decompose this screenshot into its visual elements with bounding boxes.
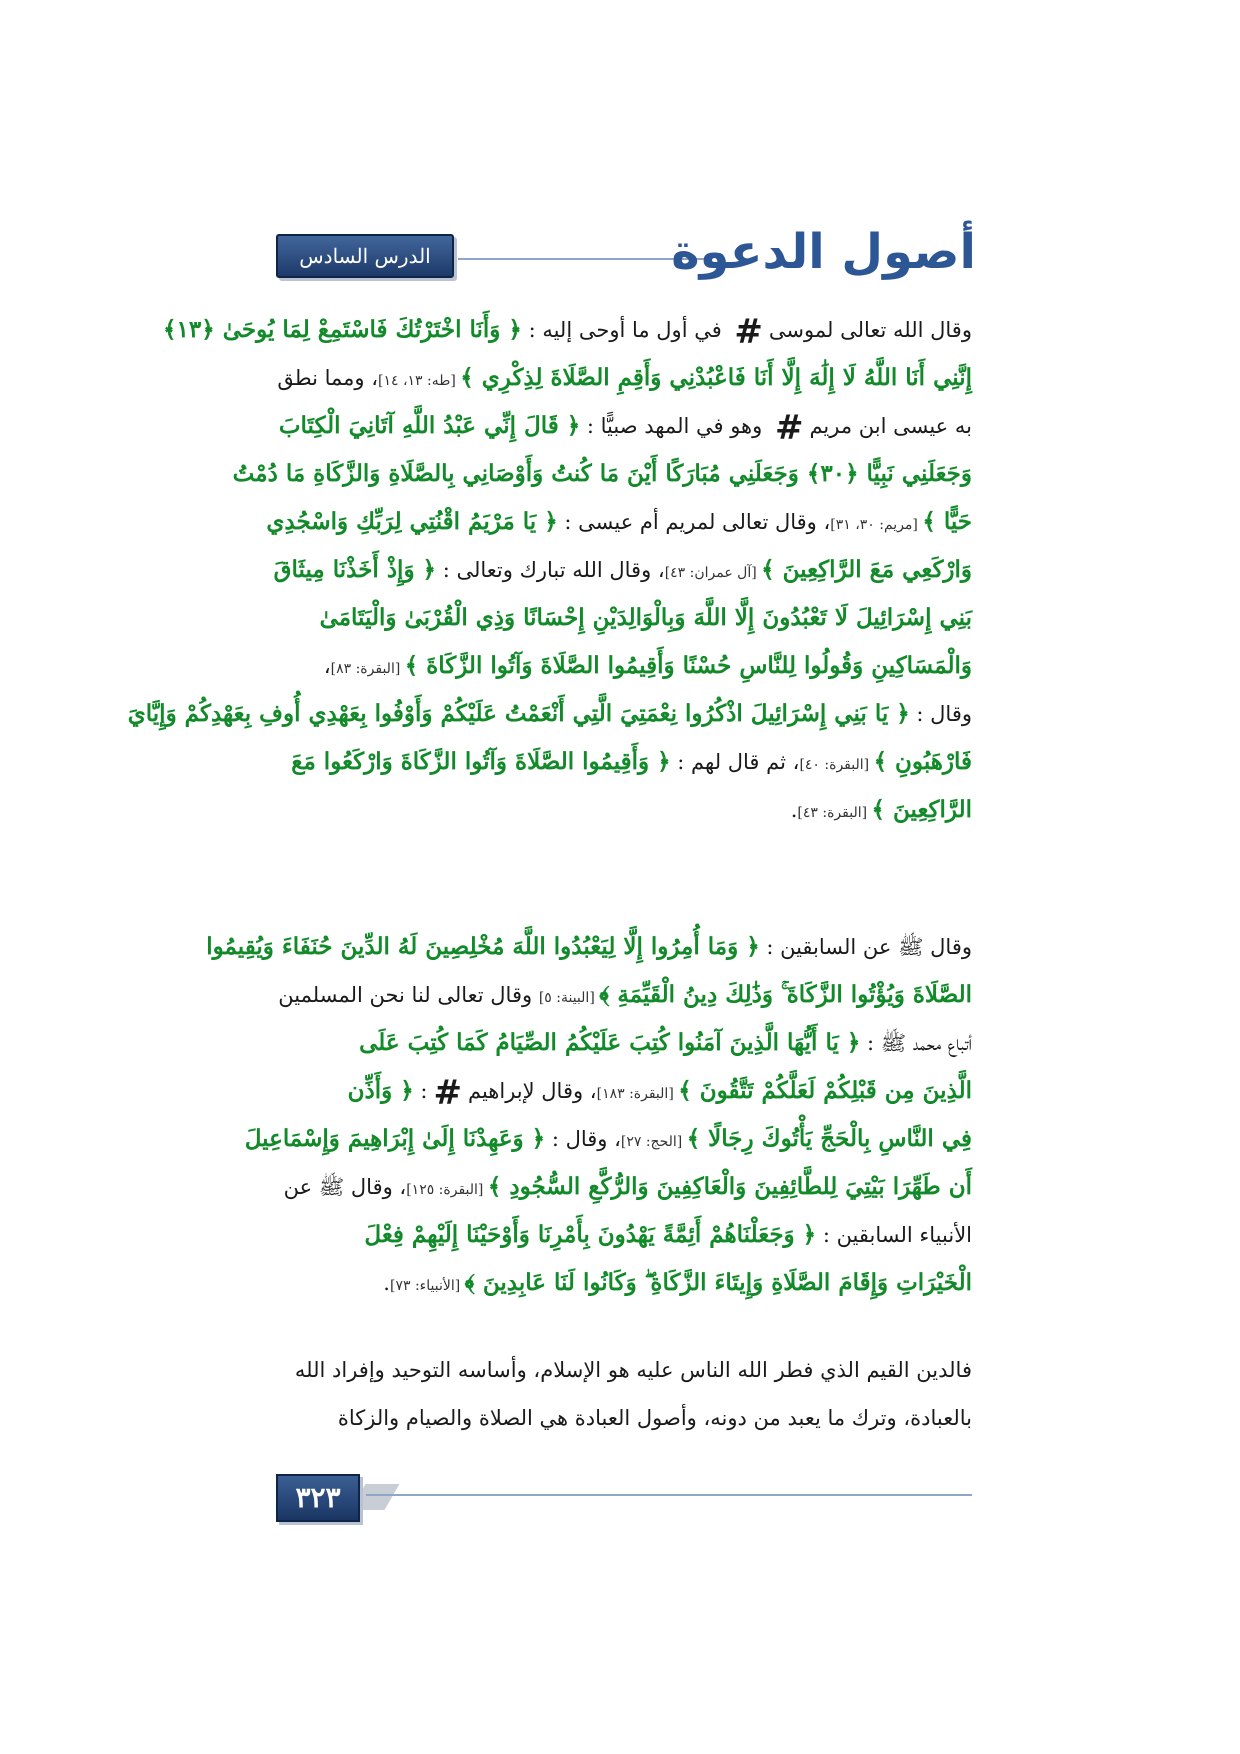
hash-symbol: # [774,407,804,448]
page-header [276,218,976,308]
text-line: وَارْكَعِي مَعَ الرَّاكِعِينَ ﴾ [آل عمران: ٤٣]، وقال الله تبارك وتعالى : ﴿ وَإِذْ أَخَذْنَا مِيثَاقَ [273,556,972,583]
quran-verse: فِي النَّاسِ بِالْحَجِّ يَأْتُوكَ رِجَالًا ﴾ [686,1125,972,1152]
verse-reference: [الأنبياء: ٧٣] [389,1278,465,1294]
text-line: وَالْمَسَاكِينِ وَقُولُوا لِلنَّاسِ حُسْنًا وَأَقِيمُوا الصَّلَاةَ وَآتُوا الزَّكَاةَ ﴾ [البقرة: ٨٣]، [323,652,972,679]
quran-verse: ﴿ يَا مَرْيَمُ اقْنُتِي لِرَبِّكِ وَاسْجُدِي [266,508,558,535]
text-line: أَن طَهِّرَا بَيْتِيَ لِلطَّائِفِينَ وَالْعَاكِفِينَ وَالرُّكَّعِ السُّجُودِ ﴾ [البقرة: ١٢٥]، وقال ﷺ عن [283,1173,972,1200]
quran-verse: إِنَّنِي أَنَا اللَّهُ لَا إِلَٰهَ إِلَّا أَنَا فَاعْبُدْنِي وَأَقِمِ الصَّلَاةَ لِذِكْرِي ﴾ [460,364,972,391]
quran-verse: وَجَعَلَنِي نَبِيًّا ﴿٣٠﴾ وَجَعَلَنِي مُبَارَكًا أَيْنَ مَا كُنتُ وَأَوْصَانِي بِالصَّلَاةِ وَالزَّكَاةِ مَا دُمْتُ [232,460,972,487]
quran-verse: الرَّاكِعِينَ ﴾ [871,796,972,823]
text-line: وقال ﷺ عن السابقين : ﴿ وَمَا أُمِرُوا إِلَّا لِيَعْبُدُوا اللَّهَ مُخْلِصِينَ لَهُ الدِّينَ حُنَفَاءَ وَيُقِيمُوا [206,933,972,960]
verse-reference: [آل عمران: ٤٣] [664,565,762,581]
paragraph-2 [206,923,972,1307]
text-line: الصَّلَاةَ وَيُؤْتُوا الزَّكَاةَ ۚ وَذَٰلِكَ دِينُ الْقَيِّمَةِ ﴾ [البينة: ٥] وقال تعالى لنا نحن المسلمين [278,981,972,1008]
page-footer [276,1474,972,1522]
text-line [232,450,972,498]
verse-reference: [البقرة: ١٢٥] [406,1182,488,1198]
quran-verse: ﴿ يَا بَنِي إِسْرَائِيلَ اذْكُرُوا نِعْمَتِيَ الَّتِي أَنْعَمْتُ عَلَيْكُمْ وَأَوْفُوا بِعَهْدِي أُوفِ بِعَهْدِكُمْ وَإِيَّايَ [127,700,910,727]
verse-reference: [البقرة: ٨٣] [330,661,405,677]
text-line [276,594,972,642]
text-line: فالدين القيم الذي فطر الله الناس عليه هو الإسلام، وأساسه التوحيد وإفراد الله [294,1358,972,1382]
text-line: أتباع محمد ﷺ : ﴿ يَا أَيُّهَا الَّذِينَ آمَنُوا كُتِبَ عَلَيْكُمُ الصِّيَامُ كَمَا كُتِبَ عَلَى [359,1029,972,1056]
verse-reference: [البقرة: ٤٠] [799,757,874,773]
quran-verse: وَالْمَسَاكِينِ وَقُولُوا لِلنَّاسِ حُسْنًا وَأَقِيمُوا الصَّلَاةَ وَآتُوا الزَّكَاةَ ﴾ [404,652,972,679]
text-line: حَيًّا ﴾ [مريم: ٣٠، ٣١]، وقال تعالى لمريم أم عيسى : ﴿ يَا مَرْيَمُ اقْنُتِي لِرَبِّكِ وَاسْجُدِي [266,508,972,535]
quran-verse: ﴿ وَأَقِيمُوا الصَّلَاةَ وَآتُوا الزَّكَاةَ وَارْكَعُوا مَعَ [291,748,671,775]
verse-reference: [مريم: ٣٠، ٣١] [830,517,923,533]
quran-verse: ﴿ قَالَ إِنِّي عَبْدُ اللَّهِ آتَانِيَ الْكِتَابَ [278,412,581,439]
text-line: فَارْهَبُونِ ﴾ [البقرة: ٤٠]، ثم قال لهم : ﴿ وَأَقِيمُوا الصَّلَاةَ وَآتُوا الزَّكَاةَ وَارْكَعُوا مَعَ [291,748,972,775]
hash-symbol: # [433,1072,462,1113]
paragraph-1 [127,306,972,834]
quran-verse: ﴿ وَجَعَلْنَاهُمْ أَئِمَّةً يَهْدُونَ بِأَمْرِنَا وَأَوْحَيْنَا إِلَيْهِمْ فِعْلَ [364,1221,817,1248]
text-line: إِنَّنِي أَنَا اللَّهُ لَا إِلَٰهَ إِلَّا أَنَا فَاعْبُدْنِي وَأَقِمِ الصَّلَاةَ لِذِكْرِي ﴾ [طه: ١٣، ١٤]، ومما نطق [277,364,972,391]
quran-verse: فَارْهَبُونِ ﴾ [873,748,972,775]
verse-reference: [طه: ١٣، ١٤] [378,373,461,389]
hash-symbol: # [734,311,763,352]
quran-verse: الَّذِينَ مِن قَبْلِكُمْ لَعَلَّكُمْ تَتَّقُونَ ﴾ [678,1077,972,1104]
header-divider [458,258,706,260]
verse-reference: [البقرة: ١٨٣] [596,1086,679,1102]
verse-reference: [البقرة: ٤٣] [797,805,872,821]
quran-verse: ﴿ وَأَنَا اخْتَرْتُكَ فَاسْتَمِعْ لِمَا يُوحَىٰ ﴿١٣﴾ [163,316,522,343]
lesson-badge: الدرس السادس عشر [276,234,454,278]
quran-verse: بَنِي إِسْرَائِيلَ لَا تَعْبُدُونَ إِلَّا اللَّهَ وَبِالْوَالِدَيْنِ إِحْسَانًا وَذِي الْقُرْبَىٰ وَالْيَتَامَىٰ [319,604,972,631]
page-number: ٣٢٣ [276,1474,360,1522]
quran-verse: الْخَيْرَاتِ وَإِقَامَ الصَّلَاةِ وَإِيتَاءَ الزَّكَاةِ ۖ وَكَانُوا لَنَا عَابِدِينَ ﴾ [464,1269,972,1296]
quran-verse: الصَّلَاةَ وَيُؤْتُوا الزَّكَاةَ ۚ وَذَٰلِكَ دِينُ الْقَيِّمَةِ ﴾ [599,981,972,1008]
text-line: الرَّاكِعِينَ ﴾ [البقرة: ٤٣]. [790,796,972,823]
text-line: الْخَيْرَاتِ وَإِقَامَ الصَّلَاةِ وَإِيتَاءَ الزَّكَاةِ ۖ وَكَانُوا لَنَا عَابِدِينَ ﴾ [الأنبياء: ٧٣]. [383,1269,972,1296]
text-line: به عيسى ابن مريم# وهو في المهد صبيًّا : ﴿ قَالَ إِنِّي عَبْدُ اللَّهِ آتَانِيَ الْكِتَابَ [278,407,972,448]
quran-verse: ﴿ يَا أَيُّهَا الَّذِينَ آمَنُوا كُتِبَ عَلَيْكُمُ الصِّيَامُ كَمَا كُتِبَ عَلَى [359,1029,861,1056]
paragraph-3 [276,1346,972,1442]
text-line: وقال الله تعالى لموسى# في أول ما أوحى إليه : ﴿ وَأَنَا اخْتَرْتُكَ فَاسْتَمِعْ لِمَا يُوحَىٰ ﴿١٣﴾ [163,311,972,352]
page-title: أصول الدعوة [671,224,976,280]
quran-verse: أَن طَهِّرَا بَيْتِيَ لِلطَّائِفِينَ وَالْعَاكِفِينَ وَالرُّكَّعِ السُّجُودِ ﴾ [487,1173,972,1200]
text-line: الأنبياء السابقين : ﴿ وَجَعَلْنَاهُمْ أَئِمَّةً يَهْدُونَ بِأَمْرِنَا وَأَوْحَيْنَا إِلَيْهِمْ فِعْلَ [364,1221,972,1248]
text-line: بالعبادة، وترك ما يعبد من دونه، وأصول العبادة هي الصلاة والصيام والزكاة [337,1406,972,1430]
verse-reference: [الحج: ٢٧] [620,1134,687,1150]
verse-reference: [البينة: ٥] [538,990,600,1006]
quran-verse: حَيًّا ﴾ [922,508,972,535]
quran-verse: ﴿ وَمَا أُمِرُوا إِلَّا لِيَعْبُدُوا اللَّهَ مُخْلِصِينَ لَهُ الدِّينَ حُنَفَاءَ وَيُقِيمُوا [206,933,760,960]
text-line: الَّذِينَ مِن قَبْلِكُمْ لَعَلَّكُمْ تَتَّقُونَ ﴾ [البقرة: ١٨٣]، وقال لإبراهيم#: ﴿ وَأَذِّن [347,1072,972,1113]
text-line: فِي النَّاسِ بِالْحَجِّ يَأْتُوكَ رِجَالًا ﴾ [الحج: ٢٧]، وقال : ﴿ وَعَهِدْنَا إِلَىٰ إِبْرَاهِيمَ وَإِسْمَاعِيلَ [244,1125,972,1152]
quran-verse: وَارْكَعِي مَعَ الرَّاكِعِينَ ﴾ [761,556,972,583]
quran-verse: ﴿ وَإِذْ أَخَذْنَا مِيثَاقَ [273,556,437,583]
quran-verse: ﴿ وَأَذِّن [347,1077,414,1104]
quran-verse: ﴿ وَعَهِدْنَا إِلَىٰ إِبْرَاهِيمَ وَإِسْمَاعِيلَ [244,1125,546,1152]
footer-divider [366,1494,972,1496]
text-line: وقال : ﴿ يَا بَنِي إِسْرَائِيلَ اذْكُرُوا نِعْمَتِيَ الَّتِي أَنْعَمْتُ عَلَيْكُمْ وَأَوْفُوا بِعَهْدِي أُوفِ بِعَهْدِكُمْ وَإِيَّايَ [127,700,972,727]
